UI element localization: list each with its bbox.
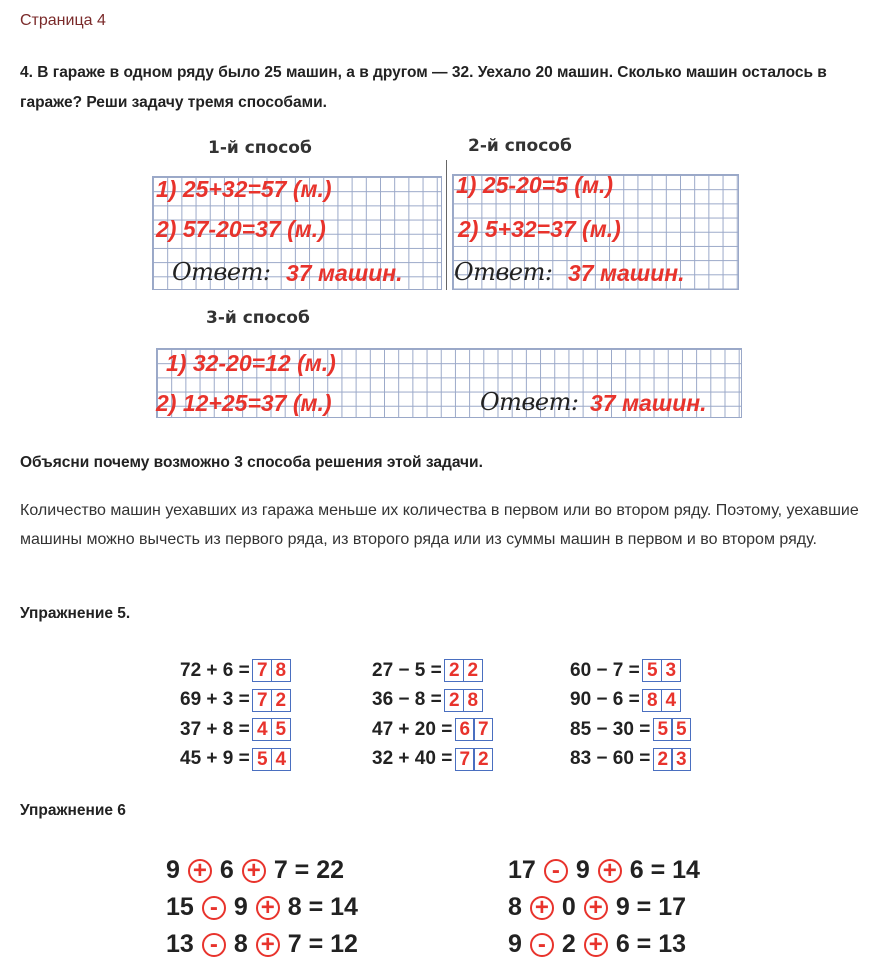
ex6-num: 8 xyxy=(508,893,522,921)
ex6-result: = 12 xyxy=(308,930,358,958)
ex5-expr: 60 − 7 = xyxy=(570,659,640,681)
method1-answer: 37 машин. xyxy=(286,260,403,286)
ex5-row xyxy=(180,715,291,745)
plus-circle-icon: + xyxy=(584,896,608,920)
plus-circle-icon: + xyxy=(584,933,608,957)
ex6-num: 7 xyxy=(287,930,302,958)
plus-circle-icon: + xyxy=(530,896,554,920)
method1-line1: 1) 25+32=57 (м.) xyxy=(156,176,332,202)
ex5-expr: 72 + 6 = xyxy=(180,659,250,681)
answer-box xyxy=(254,659,291,682)
answer-box xyxy=(456,718,493,741)
plus-circle-icon: + xyxy=(188,859,212,883)
ex5-expr: 85 − 30 = xyxy=(570,718,651,740)
answer-digit: 2 xyxy=(463,659,483,682)
ex6-row xyxy=(166,926,358,963)
ex6-num: 8 xyxy=(287,893,302,921)
minus-circle-icon: - xyxy=(530,933,554,957)
answer-box xyxy=(254,689,291,712)
ex5-row xyxy=(372,715,493,745)
ex6-title: Упражнение 6 xyxy=(20,802,126,819)
ex6-num: 9 xyxy=(233,893,248,921)
ex6-num: 9 xyxy=(166,856,180,884)
answer-digit: 2 xyxy=(473,748,493,771)
answer-box xyxy=(446,689,483,712)
ex6-row xyxy=(166,889,358,926)
method2-answer-label: Ответ: xyxy=(454,258,553,286)
answer-box xyxy=(446,659,483,682)
minus-circle-icon: - xyxy=(544,859,568,883)
answer-box xyxy=(654,748,691,771)
ex6-num: 8 xyxy=(233,930,248,958)
ex5-col1 xyxy=(180,656,291,774)
ex6-right xyxy=(508,852,700,963)
ex6-num: 7 xyxy=(273,856,288,884)
method1-line2: 2) 57-20=37 (м.) xyxy=(156,216,326,242)
answer-box xyxy=(644,689,681,712)
task4-text: 4. В гараже в одном ряду было 25 машин, а в другом — 32. Уехало 20 машин. Сколько машин осталось в гараже? Реши задачу тремя способами. xyxy=(20,64,827,111)
ex5-row xyxy=(180,686,291,716)
answer-digit: 5 xyxy=(271,718,291,741)
ex5-row xyxy=(570,656,691,686)
answer-digit: 3 xyxy=(661,659,681,682)
method1-answer-label: Ответ: xyxy=(172,258,271,286)
method2-answer: 37 машин. xyxy=(568,260,685,286)
minus-circle-icon: - xyxy=(202,896,226,920)
answer-digit: 3 xyxy=(671,748,691,771)
method3-answer-label: Ответ: xyxy=(480,388,579,416)
ex5-expr: 37 + 8 = xyxy=(180,718,250,740)
ex6-num: 0 xyxy=(561,893,576,921)
answer-box xyxy=(254,748,291,771)
explain-title: Объясни почему возможно 3 способа решения этой задачи. xyxy=(20,454,483,471)
answer-digit: 2 xyxy=(653,748,673,771)
ex6-result: = 22 xyxy=(294,856,345,884)
ex5-expr: 32 + 40 = xyxy=(372,748,453,770)
answer-digit: 5 xyxy=(252,748,272,771)
ex6-num: 9 xyxy=(575,856,590,884)
ex6-num: 2 xyxy=(561,930,576,958)
method3-answer: 37 машин. xyxy=(590,390,707,416)
ex6-result: = 17 xyxy=(636,893,687,921)
answer-box xyxy=(254,718,291,741)
answer-digit: 5 xyxy=(653,718,673,741)
ex5-expr: 45 + 9 = xyxy=(180,748,250,770)
ex5-row xyxy=(570,745,691,775)
ex5-row xyxy=(570,715,691,745)
ex6-num: 6 xyxy=(219,856,234,884)
method2-line2: 2) 5+32=37 (м.) xyxy=(458,216,621,242)
answer-box xyxy=(456,748,493,771)
ex6-num: 15 xyxy=(166,893,194,921)
answer-digit: 8 xyxy=(271,659,291,682)
method3-line1: 1) 32-20=12 (м.) xyxy=(166,350,336,376)
ex6-num: 9 xyxy=(615,893,630,921)
method3-title: 3-й способ xyxy=(206,308,310,328)
answer-digit: 7 xyxy=(455,748,475,771)
answer-digit: 4 xyxy=(252,718,272,741)
plus-circle-icon: + xyxy=(242,859,266,883)
ex6-row xyxy=(508,852,700,889)
page-heading: Страница 4 xyxy=(20,12,106,29)
answer-digit: 2 xyxy=(271,689,291,712)
answer-digit: 6 xyxy=(455,718,475,741)
answer-digit: 4 xyxy=(271,748,291,771)
method3-line2: 2) 12+25=37 (м.) xyxy=(156,390,332,416)
answer-digit: 2 xyxy=(444,689,464,712)
ex6-num: 6 xyxy=(615,930,630,958)
plus-circle-icon: + xyxy=(256,896,280,920)
plus-circle-icon: + xyxy=(256,933,280,957)
ex6-left xyxy=(166,852,358,963)
ex6-row xyxy=(508,926,700,963)
ex6-result: = 14 xyxy=(650,856,700,884)
ex5-expr: 27 − 5 = xyxy=(372,659,442,681)
ex5-expr: 47 + 20 = xyxy=(372,718,453,740)
ex5-expr: 90 − 6 = xyxy=(570,689,640,711)
ex6-num: 13 xyxy=(166,930,194,958)
ex5-title: Упражнение 5. xyxy=(20,605,131,622)
answer-digit: 7 xyxy=(473,718,493,741)
ex5-row xyxy=(372,745,493,775)
answer-digit: 2 xyxy=(444,659,464,682)
answer-digit: 8 xyxy=(463,689,483,712)
ex6-num: 17 xyxy=(508,856,536,884)
answer-digit: 5 xyxy=(671,718,691,741)
ex5-expr: 69 + 3 = xyxy=(180,689,250,711)
ex5-expr: 83 − 60 = xyxy=(570,748,651,770)
ex6-row xyxy=(166,852,358,889)
method-divider xyxy=(446,160,447,290)
ex6-result: = 14 xyxy=(308,893,358,921)
answer-digit: 5 xyxy=(642,659,662,682)
ex5-col2 xyxy=(372,656,493,774)
method2-title: 2-й способ xyxy=(468,136,572,156)
ex6-result: = 13 xyxy=(636,930,687,958)
answer-box xyxy=(644,659,681,682)
ex6-num: 6 xyxy=(629,856,644,884)
explain-text: Количество машин уехавших из гаража меньше их количества в первом или во втором ряду. Поэтому, уехавшие машины можно вычесть из первого ряда, из второго ряда или из суммы машин в первом и во втором ряду. xyxy=(20,502,859,548)
method1-title: 1-й способ xyxy=(208,138,312,158)
ex5-row xyxy=(570,686,691,716)
method2-line1: 1) 25-20=5 (м.) xyxy=(456,172,614,198)
ex5-row xyxy=(180,656,291,686)
minus-circle-icon: - xyxy=(202,933,226,957)
ex5-row xyxy=(180,745,291,775)
ex5-row xyxy=(372,686,493,716)
ex5-col3 xyxy=(570,656,691,774)
ex5-row xyxy=(372,656,493,686)
answer-digit: 8 xyxy=(642,689,662,712)
ex5-expr: 36 − 8 = xyxy=(372,689,442,711)
plus-circle-icon: + xyxy=(598,859,622,883)
ex6-num: 9 xyxy=(508,930,522,958)
answer-digit: 4 xyxy=(661,689,681,712)
answer-digit: 7 xyxy=(252,689,272,712)
ex6-row xyxy=(508,889,700,926)
answer-box xyxy=(654,718,691,741)
answer-digit: 7 xyxy=(252,659,272,682)
